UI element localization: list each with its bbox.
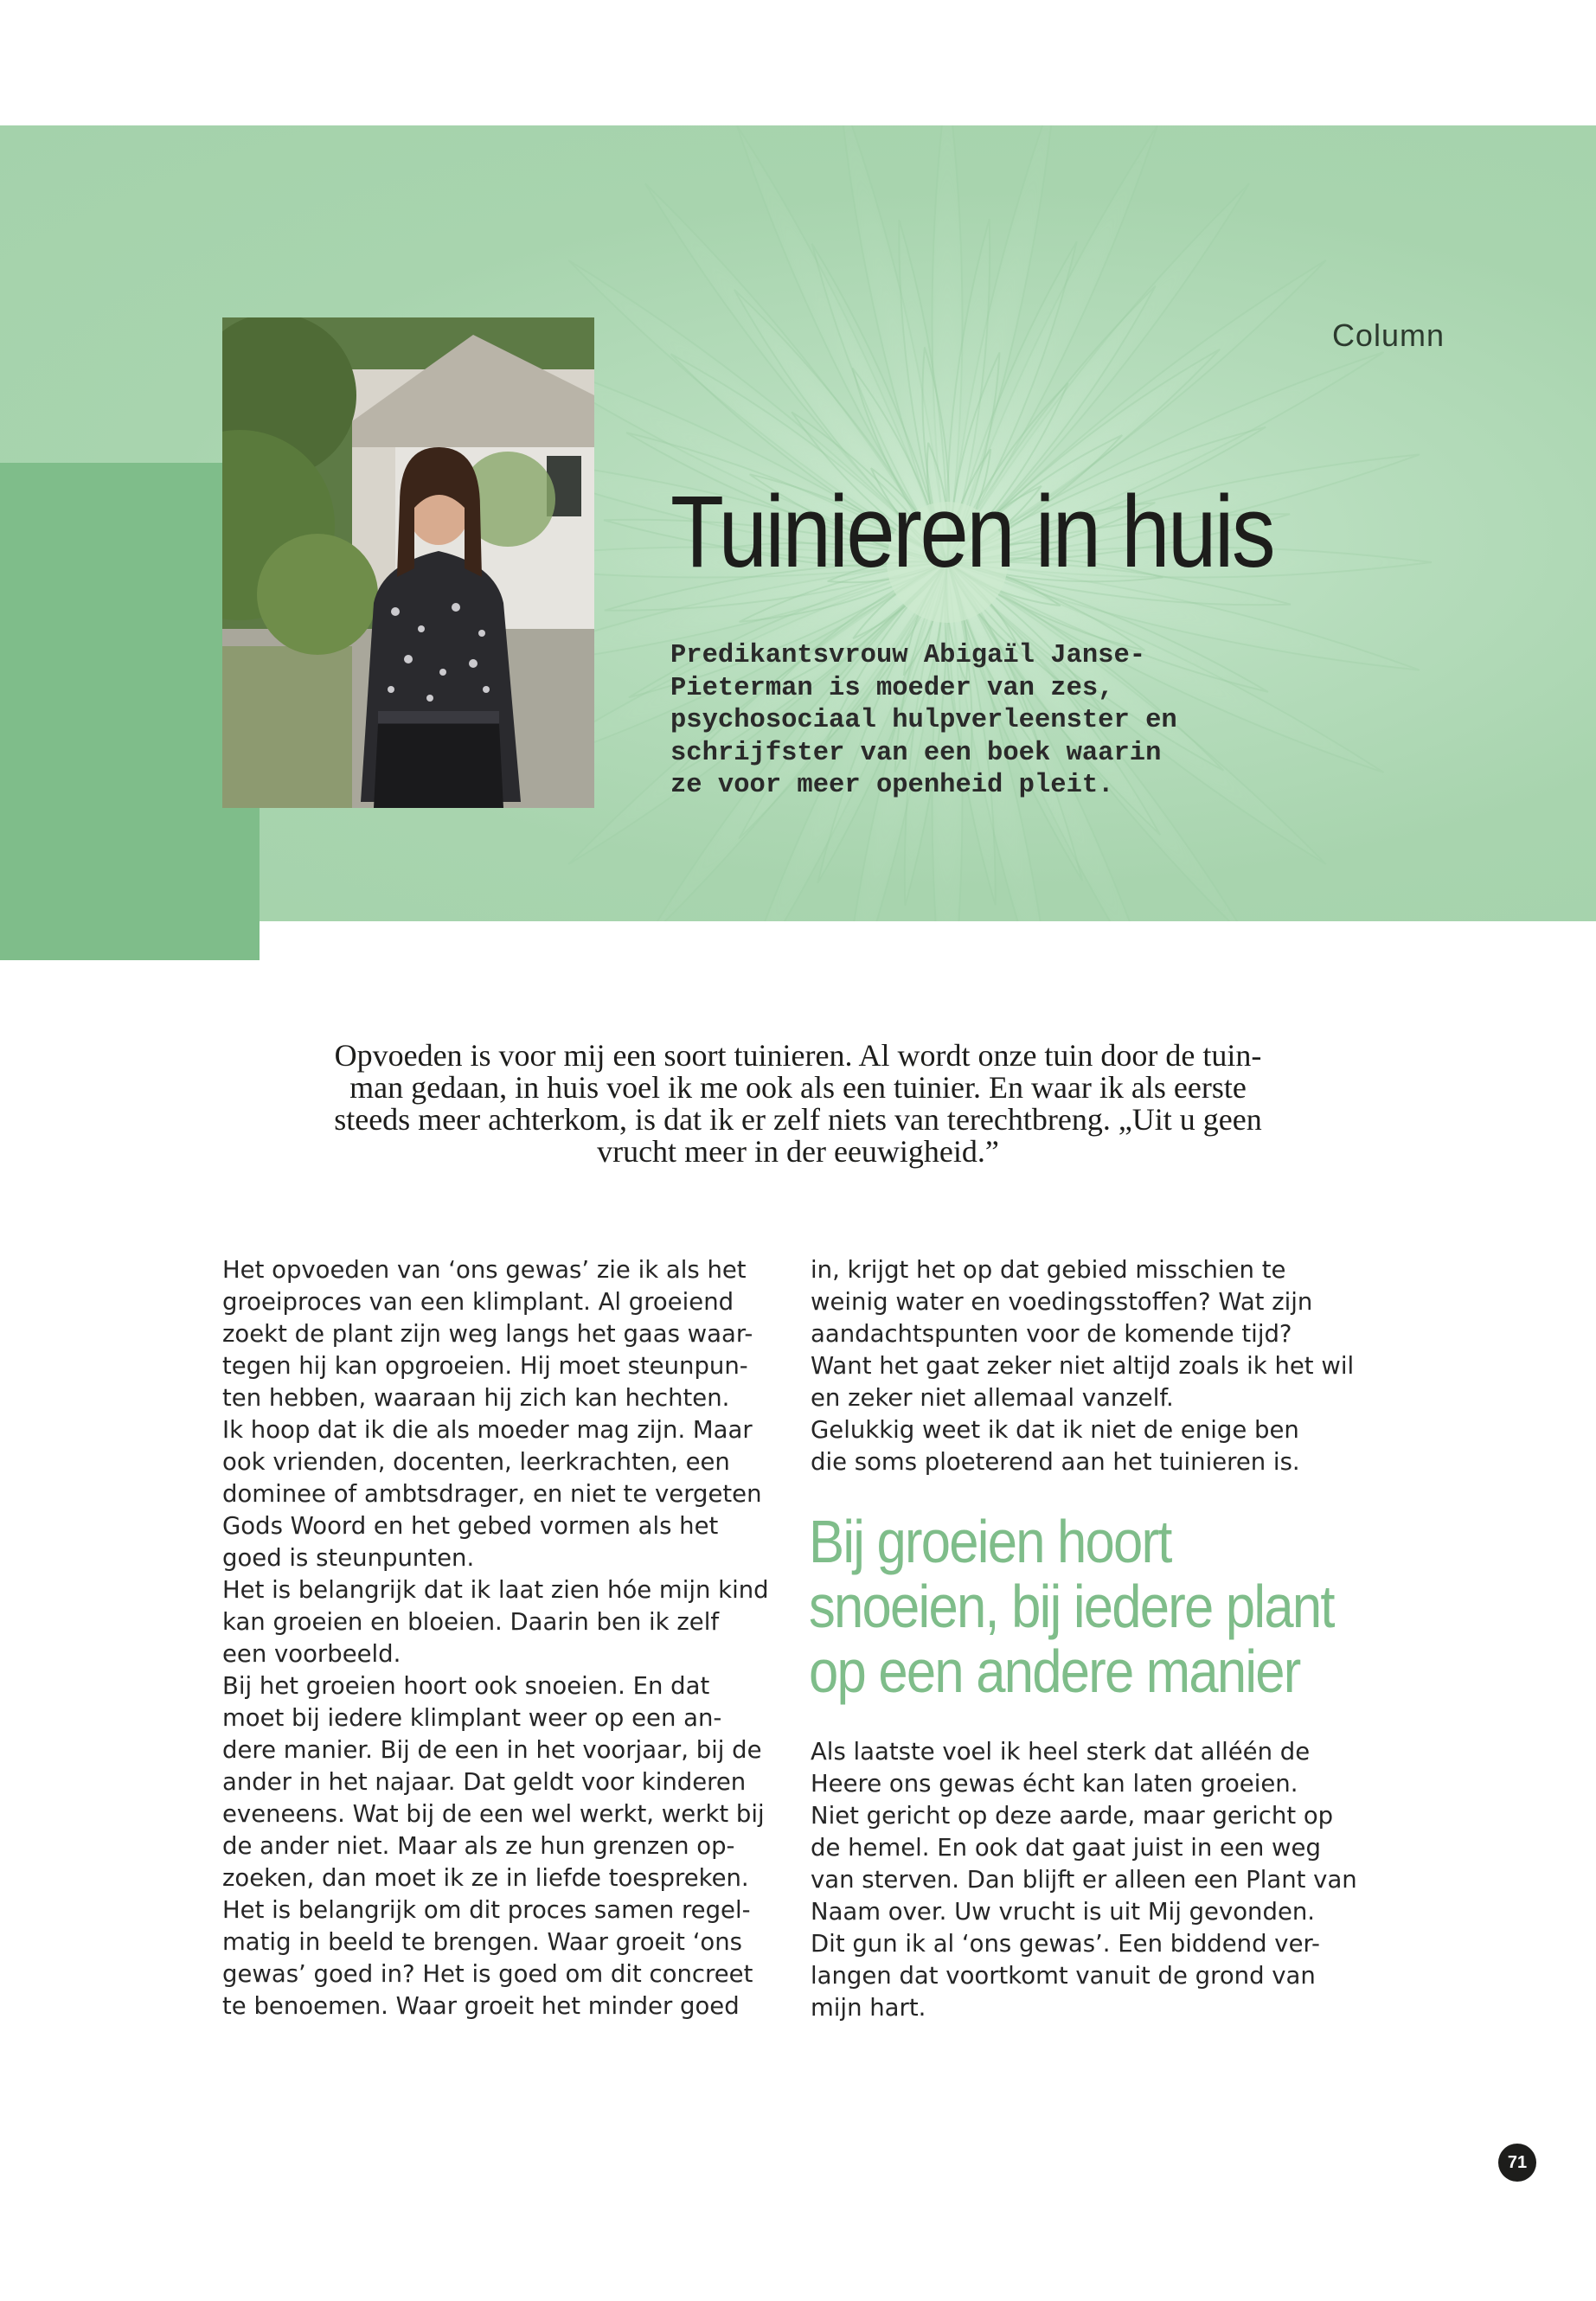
body-text-left-column: Het opvoeden van ‘ons gewas’ zie ik als het groeiproces van een klimplant. Al groeiend zoekt de plant zijn weg langs het gaas waar- tegen hij kan opgroeien. Hij moet steunpun- ten hebben, waaraan hij zich kan hechten. Ik hoop dat ik die als moeder mag zijn. Maar ook vrienden, docenten, leerkrachten, een dominee of ambtsdrager, en niet te vergeten Gods Woord en het gebed vormen als het goed is steunpunten. Het is belangrijk dat ik laat zien hóe mijn kind kan groeien en bloeien. Daarin ben ik zelf een voorbeeld. Bij het groeien hoort ook snoeien. En dat moet bij iedere klimplant weer op een an- dere manier. Bij de een in het voorjaar, bij de ander in het najaar. Dat geldt voor kinderen eveneens. Wat bij de een wel werkt, werkt bij de ander niet. Maar als ze hun grenzen op- zoeken, dan moet ik ze in liefde toespreken. Het is belangrijk om dit proces samen regel- matig in beeld te brengen. Waar groeit ‘ons gewas’ goed in? Het is goed om dit concreet te benoemen. Waar groeit het minder goed bbox=[222, 1256, 769, 2020]
pull-quote: Bij groeien hoort snoeien, bij iedere plant op een andere manier bbox=[809, 1508, 1334, 1705]
author-photo bbox=[222, 317, 594, 808]
body-text-right-column-top: in, krijgt het op dat gebied misschien te weinig water en voedingsstoffen? Wat zijn aandachtspunten voor de komende tijd? Want het gaat zeker niet altijd zoals ik het wil en zeker niet allemaal vanzelf. Gelukkig weet ik dat ik niet de enige ben die soms ploeterend aan het tuinieren is. bbox=[811, 1256, 1355, 1476]
author-description: Predikantsvrouw Abigaïl Janse- Pieterman is moeder van zes, psychosociaal hulpverleenster en schrijfster van een boek waarin ze voor meer openheid pleit. bbox=[670, 641, 1177, 800]
body-text-right-column-bottom: Als laatste voel ik heel sterk dat alléén de Heere ons gewas écht kan laten groeien. Niet gericht op deze aarde, maar gericht op de hemel. En ook dat gaat juist in een weg van sterven. Dan blijft er alleen een Plant van Naam over. Uw vrucht is uit Mij gevonden. Dit gun ik al ‘ons gewas’. Een biddend ver- langen dat voortkomt vanuit de grond van mijn hart. bbox=[811, 1738, 1357, 2022]
page-title: Tuinieren in huis bbox=[670, 475, 1273, 589]
section-label: Column bbox=[1331, 317, 1445, 353]
author-portrait-image bbox=[222, 317, 594, 808]
page-number-badge: 71 bbox=[1498, 2144, 1536, 2182]
intro-paragraph: Opvoeden is voor mij een soort tuinieren. Al wordt onze tuin door de tuin- man gedaan, in huis voel ik me ook als een tuinier. En waar ik als eerste steeds meer achterkom, is dat ik er zelf niets van terechtbreng. „Uit u geen vrucht meer in der eeuwigheid.” bbox=[334, 1038, 1262, 1169]
accent-square bbox=[0, 463, 260, 960]
